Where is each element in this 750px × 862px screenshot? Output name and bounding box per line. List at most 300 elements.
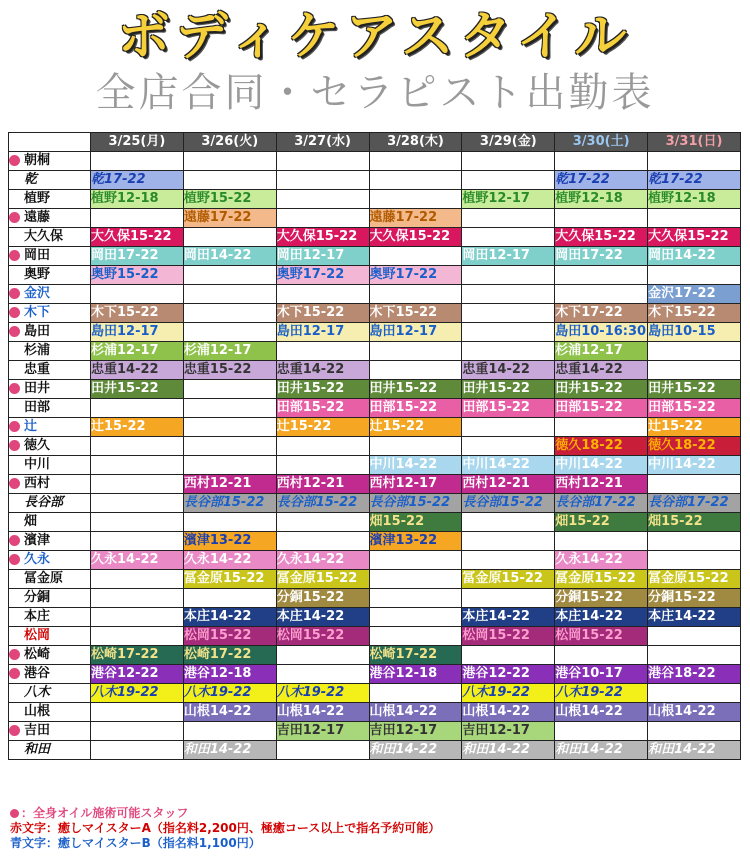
table-row [9, 266, 741, 285]
shift-cell: 本庄14-22 [648, 608, 741, 627]
shift-cell: 木下15-22 [276, 304, 369, 323]
shift-cell: 畑15-22 [555, 513, 648, 532]
shift-cell: 奥野15-22 [91, 266, 184, 285]
shift-cell [276, 342, 369, 361]
shift-cell: 大久保15-22 [648, 228, 741, 247]
shift-cell [462, 266, 555, 285]
shift-cell: 冨金原15-22 [276, 570, 369, 589]
shift-cell [91, 475, 184, 494]
shift-cell: 和田14-22 [648, 741, 741, 760]
shift-cell: 奥野17-22 [369, 266, 462, 285]
shift-cell [91, 627, 184, 646]
shift-cell: 本庄14-22 [183, 608, 276, 627]
shift-cell [183, 399, 276, 418]
therapist-name: 木下 [9, 304, 91, 323]
shift-cell [462, 532, 555, 551]
shift-cell: 島田12-17 [369, 323, 462, 342]
therapist-name: 乾 [9, 171, 91, 190]
shift-cell [183, 722, 276, 741]
shift-cell: 本庄14-22 [276, 608, 369, 627]
date-header: 3/25(月) [91, 133, 184, 152]
shift-cell [183, 285, 276, 304]
shift-cell: 中川14-22 [369, 456, 462, 475]
shift-cell [276, 209, 369, 228]
shift-cell: 忠重14-22 [462, 361, 555, 380]
legend-oil: ：全身オイル施術可能スタッフ [10, 806, 440, 821]
shift-cell: 西村12-21 [276, 475, 369, 494]
shift-cell: 忠重14-22 [91, 361, 184, 380]
therapist-name: 奥野 [9, 266, 91, 285]
shift-cell: 田部15-22 [555, 399, 648, 418]
date-header-row [9, 133, 741, 152]
shift-cell: 畑15-22 [648, 513, 741, 532]
therapist-name: 港谷 [9, 665, 91, 684]
shift-cell: 松崎17-22 [183, 646, 276, 665]
therapist-name: 大久保 [9, 228, 91, 247]
shift-cell [648, 627, 741, 646]
shift-cell: 松岡15-22 [276, 627, 369, 646]
shift-cell [462, 513, 555, 532]
shift-cell: 長谷部17-22 [555, 494, 648, 513]
shift-cell: 港谷12-18 [369, 665, 462, 684]
shift-cell [91, 285, 184, 304]
shift-cell: 久永14-22 [91, 551, 184, 570]
shift-cell [462, 551, 555, 570]
shift-cell: 中川14-22 [648, 456, 741, 475]
therapist-name: 濱津 [9, 532, 91, 551]
therapist-name: 久永 [9, 551, 91, 570]
shift-cell: 吉田12-17 [369, 722, 462, 741]
oil-dot-icon [9, 440, 20, 451]
legend-blue: 青文字：癒しマイスターB（指名料1,100円） [10, 836, 261, 850]
shift-cell [555, 285, 648, 304]
table-row [9, 608, 741, 627]
shift-cell [91, 209, 184, 228]
therapist-name: 和田 [9, 741, 91, 760]
shift-cell: 八木19-22 [91, 684, 184, 703]
shift-cell: 岡田14-22 [648, 247, 741, 266]
shift-cell: 長谷部17-22 [648, 494, 741, 513]
shift-cell [276, 437, 369, 456]
shift-cell [462, 646, 555, 665]
shift-cell: 田部15-22 [462, 399, 555, 418]
shift-cell [462, 418, 555, 437]
shift-cell [369, 152, 462, 171]
shift-cell: 田部15-22 [276, 399, 369, 418]
shift-cell [648, 684, 741, 703]
therapist-name: 長谷部 [9, 494, 91, 513]
oil-dot-icon [9, 649, 20, 660]
shift-cell [183, 380, 276, 399]
shift-cell: 杉浦12-17 [183, 342, 276, 361]
oil-dot-icon [9, 307, 20, 318]
shift-cell [648, 475, 741, 494]
shift-cell: 松崎17-22 [369, 646, 462, 665]
shift-cell: 忠重14-22 [555, 361, 648, 380]
shift-cell: 冨金原15-22 [183, 570, 276, 589]
shift-cell: 山根14-22 [276, 703, 369, 722]
shift-cell: 植野12-18 [555, 190, 648, 209]
therapist-name: 植野 [9, 190, 91, 209]
shift-cell: 和田14-22 [555, 741, 648, 760]
therapist-name: 朝桐 [9, 152, 91, 171]
table-row [9, 171, 741, 190]
table-row [9, 399, 741, 418]
shift-cell: 濱津13-22 [183, 532, 276, 551]
therapist-name: 八木 [9, 684, 91, 703]
table-row [9, 342, 741, 361]
shift-cell: 吉田12-17 [276, 722, 369, 741]
shift-cell: 大久保15-22 [555, 228, 648, 247]
shift-cell: 八木19-22 [276, 684, 369, 703]
schedule-table [8, 132, 741, 760]
shift-cell [276, 285, 369, 304]
shift-cell: 西村12-21 [183, 475, 276, 494]
shift-cell [555, 532, 648, 551]
shift-cell [369, 171, 462, 190]
table-row [9, 551, 741, 570]
shift-cell [648, 551, 741, 570]
shift-cell: 和田14-22 [183, 741, 276, 760]
shift-cell: 八木19-22 [555, 684, 648, 703]
table-row [9, 361, 741, 380]
shift-cell [648, 209, 741, 228]
shift-cell [462, 171, 555, 190]
shift-cell: 冨金原15-22 [462, 570, 555, 589]
shift-cell: 港谷12-22 [462, 665, 555, 684]
oil-dot-icon [9, 383, 20, 394]
shift-cell [462, 323, 555, 342]
therapist-name: 本庄 [9, 608, 91, 627]
shift-cell: 田井15-22 [369, 380, 462, 399]
shift-cell [183, 456, 276, 475]
shift-cell [555, 646, 648, 665]
therapist-name: 松岡 [9, 627, 91, 646]
table-row [9, 152, 741, 171]
shift-cell: 岡田12-17 [462, 247, 555, 266]
shift-cell: 畑15-22 [369, 513, 462, 532]
date-header: 3/28(木) [369, 133, 462, 152]
shift-cell [91, 589, 184, 608]
therapist-name: 岡田 [9, 247, 91, 266]
shift-cell: 長谷部15-22 [183, 494, 276, 513]
therapist-name: 金沢 [9, 285, 91, 304]
shift-cell [276, 513, 369, 532]
shift-cell: 田井15-22 [91, 380, 184, 399]
shift-cell: 植野15-22 [183, 190, 276, 209]
table-row [9, 532, 741, 551]
shift-cell [91, 494, 184, 513]
shift-cell [276, 456, 369, 475]
oil-dot-icon [9, 554, 20, 565]
shift-cell [369, 247, 462, 266]
shift-cell [91, 570, 184, 589]
shift-cell: 港谷12-18 [183, 665, 276, 684]
shift-cell: 奥野17-22 [276, 266, 369, 285]
shift-cell: 大久保15-22 [276, 228, 369, 247]
therapist-name: 徳久 [9, 437, 91, 456]
shift-cell: 久永14-22 [555, 551, 648, 570]
legend-red: 赤文字：癒しマイスターA（指名料2,200円、極癒コース以上で指名予約可能） [10, 821, 441, 835]
shift-cell [91, 722, 184, 741]
therapist-name: 吉田 [9, 722, 91, 741]
shift-cell [555, 209, 648, 228]
table-row [9, 323, 741, 342]
shift-cell [183, 513, 276, 532]
shift-cell: 西村12-21 [555, 475, 648, 494]
shift-cell [369, 589, 462, 608]
therapist-name: 島田 [9, 323, 91, 342]
shift-cell: 大久保15-22 [91, 228, 184, 247]
shift-cell: 久永14-22 [276, 551, 369, 570]
table-row [9, 380, 741, 399]
shift-cell [462, 228, 555, 247]
shift-cell [555, 418, 648, 437]
table-row [9, 741, 741, 760]
shift-cell: 島田12-17 [91, 323, 184, 342]
table-row [9, 589, 741, 608]
oil-dot-icon [9, 725, 20, 736]
shift-cell [183, 228, 276, 247]
shift-cell: 乾17-22 [648, 171, 741, 190]
therapist-name: 分銅 [9, 589, 91, 608]
therapist-name: 畑 [9, 513, 91, 532]
shift-cell: 田部15-22 [648, 399, 741, 418]
oil-dot-icon [9, 288, 20, 299]
shift-cell [462, 304, 555, 323]
shift-cell: 本庄14-22 [462, 608, 555, 627]
shift-cell: 岡田12-17 [276, 247, 369, 266]
shift-cell [276, 190, 369, 209]
legend [10, 806, 440, 851]
shift-cell: 田井15-22 [555, 380, 648, 399]
shift-cell: 田部15-22 [369, 399, 462, 418]
shift-cell: 乾17-22 [555, 171, 648, 190]
shift-cell [648, 342, 741, 361]
table-row [9, 437, 741, 456]
shift-cell: 岡田14-22 [183, 247, 276, 266]
shift-cell: 田井15-22 [276, 380, 369, 399]
table-row [9, 665, 741, 684]
shift-cell: 植野12-17 [462, 190, 555, 209]
shift-cell [276, 741, 369, 760]
shift-cell: 植野12-18 [91, 190, 184, 209]
table-row [9, 627, 741, 646]
oil-dot-icon [9, 478, 20, 489]
shift-cell: 本庄14-22 [555, 608, 648, 627]
shift-cell: 岡田17-22 [555, 247, 648, 266]
shift-cell [91, 513, 184, 532]
shift-cell: 島田10-15 [648, 323, 741, 342]
shift-cell: 分銅15-22 [555, 589, 648, 608]
shift-cell: 島田12-17 [276, 323, 369, 342]
table-row [9, 570, 741, 589]
shift-cell [369, 285, 462, 304]
shift-cell: 辻15-22 [276, 418, 369, 437]
shift-cell: 和田14-22 [462, 741, 555, 760]
shift-cell: 遠藤17-22 [369, 209, 462, 228]
shift-cell: 中川14-22 [555, 456, 648, 475]
shift-cell: 徳久18-22 [555, 437, 648, 456]
shift-cell [183, 437, 276, 456]
shift-cell: 濱津13-22 [369, 532, 462, 551]
oil-dot-icon [10, 809, 19, 818]
shift-cell: 木下17-22 [555, 304, 648, 323]
table-row [9, 646, 741, 665]
shift-cell: 分銅15-22 [276, 589, 369, 608]
shift-cell: 松崎17-22 [91, 646, 184, 665]
shift-cell [276, 171, 369, 190]
table-row [9, 285, 741, 304]
shift-cell [648, 266, 741, 285]
table-row [9, 494, 741, 513]
shift-cell [369, 627, 462, 646]
shift-cell: 田井15-22 [648, 380, 741, 399]
therapist-name: 遠藤 [9, 209, 91, 228]
shift-cell [183, 418, 276, 437]
shift-cell [369, 190, 462, 209]
shift-cell [369, 551, 462, 570]
shift-cell: 山根14-22 [369, 703, 462, 722]
shift-cell [276, 665, 369, 684]
therapist-name: 辻 [9, 418, 91, 437]
shift-cell: 忠重15-22 [183, 361, 276, 380]
table-row [9, 684, 741, 703]
oil-dot-icon [9, 421, 20, 432]
shift-cell [91, 152, 184, 171]
shift-cell: 杉浦12-17 [555, 342, 648, 361]
shift-cell: 忠重14-22 [276, 361, 369, 380]
shift-cell: 山根14-22 [648, 703, 741, 722]
table-row [9, 418, 741, 437]
oil-dot-icon [9, 250, 20, 261]
shift-cell [369, 361, 462, 380]
shift-cell [91, 703, 184, 722]
oil-dot-icon [9, 535, 20, 546]
shift-cell [183, 152, 276, 171]
shift-cell: 西村12-21 [462, 475, 555, 494]
shift-cell [555, 152, 648, 171]
shift-cell [462, 437, 555, 456]
shift-cell [369, 437, 462, 456]
table-row [9, 304, 741, 323]
shift-cell: 木下15-22 [91, 304, 184, 323]
shift-cell [648, 646, 741, 665]
table-row [9, 722, 741, 741]
shift-cell: 大久保15-22 [369, 228, 462, 247]
shift-cell: 冨金原15-22 [555, 570, 648, 589]
shift-cell [369, 342, 462, 361]
shift-cell [91, 399, 184, 418]
shift-cell: 山根14-22 [462, 703, 555, 722]
shift-cell: 八木19-22 [462, 684, 555, 703]
shift-cell: 港谷10-17 [555, 665, 648, 684]
table-row [9, 513, 741, 532]
shift-cell: 久永14-22 [183, 551, 276, 570]
shift-cell [91, 741, 184, 760]
shift-cell [648, 532, 741, 551]
table-row [9, 209, 741, 228]
date-header-saturday: 3/30(土) [555, 133, 648, 152]
shift-cell: 徳久18-22 [648, 437, 741, 456]
shift-cell: 田井15-22 [462, 380, 555, 399]
shift-cell [91, 608, 184, 627]
shift-cell: 植野12-18 [648, 190, 741, 209]
shift-cell: 辻15-22 [648, 418, 741, 437]
date-header: 3/27(水) [276, 133, 369, 152]
schedule-body [9, 152, 741, 760]
shift-cell: 長谷部15-22 [462, 494, 555, 513]
therapist-name: 松崎 [9, 646, 91, 665]
shift-cell [91, 456, 184, 475]
shift-cell: 金沢17-22 [648, 285, 741, 304]
shift-cell: 木下15-22 [648, 304, 741, 323]
shift-cell [183, 304, 276, 323]
date-header: 3/26(火) [183, 133, 276, 152]
oil-dot-icon [9, 155, 20, 166]
shift-cell [276, 532, 369, 551]
shift-cell: 港谷18-22 [648, 665, 741, 684]
shift-cell [369, 608, 462, 627]
therapist-name: 田井 [9, 380, 91, 399]
shift-cell: 冨金原15-22 [648, 570, 741, 589]
shift-cell: 杉浦12-17 [91, 342, 184, 361]
shift-cell [648, 152, 741, 171]
shift-cell [462, 152, 555, 171]
shift-cell: 和田14-22 [369, 741, 462, 760]
shift-cell: 松岡15-22 [555, 627, 648, 646]
shift-cell: 岡田17-22 [91, 247, 184, 266]
shift-cell: 山根14-22 [555, 703, 648, 722]
shift-cell: 中川14-22 [462, 456, 555, 475]
shift-cell [369, 684, 462, 703]
page-subtitle: 全店合同・セラピスト出勤表 [95, 70, 655, 116]
shift-cell: 島田10-16:30 [555, 323, 648, 342]
table-row [9, 247, 741, 266]
shift-cell [91, 437, 184, 456]
shift-cell: 遠藤17-22 [183, 209, 276, 228]
shift-cell: 松岡15-22 [462, 627, 555, 646]
shift-cell [183, 266, 276, 285]
shift-cell: 辻15-22 [91, 418, 184, 437]
shift-cell: 港谷12-22 [91, 665, 184, 684]
table-row [9, 228, 741, 247]
shift-cell [183, 323, 276, 342]
date-header: 3/29(金) [462, 133, 555, 152]
shift-cell [462, 589, 555, 608]
oil-dot-icon [9, 668, 20, 679]
shift-cell [462, 209, 555, 228]
shift-cell: 八木19-22 [183, 684, 276, 703]
shift-cell: 乾17-22 [91, 171, 184, 190]
shift-cell: 吉田12-17 [462, 722, 555, 741]
shift-cell: 長谷部15-22 [276, 494, 369, 513]
shift-cell [276, 152, 369, 171]
oil-dot-icon [9, 212, 20, 223]
shift-cell [555, 722, 648, 741]
shift-cell [183, 171, 276, 190]
therapist-name: 冨金原 [9, 570, 91, 589]
date-header-sunday: 3/31(日) [648, 133, 741, 152]
shift-cell [183, 589, 276, 608]
table-row [9, 703, 741, 722]
shift-cell [462, 285, 555, 304]
therapist-name: 山根 [9, 703, 91, 722]
shift-cell [369, 570, 462, 589]
oil-dot-icon [9, 326, 20, 337]
corner-cell [9, 133, 91, 152]
shift-cell [555, 266, 648, 285]
